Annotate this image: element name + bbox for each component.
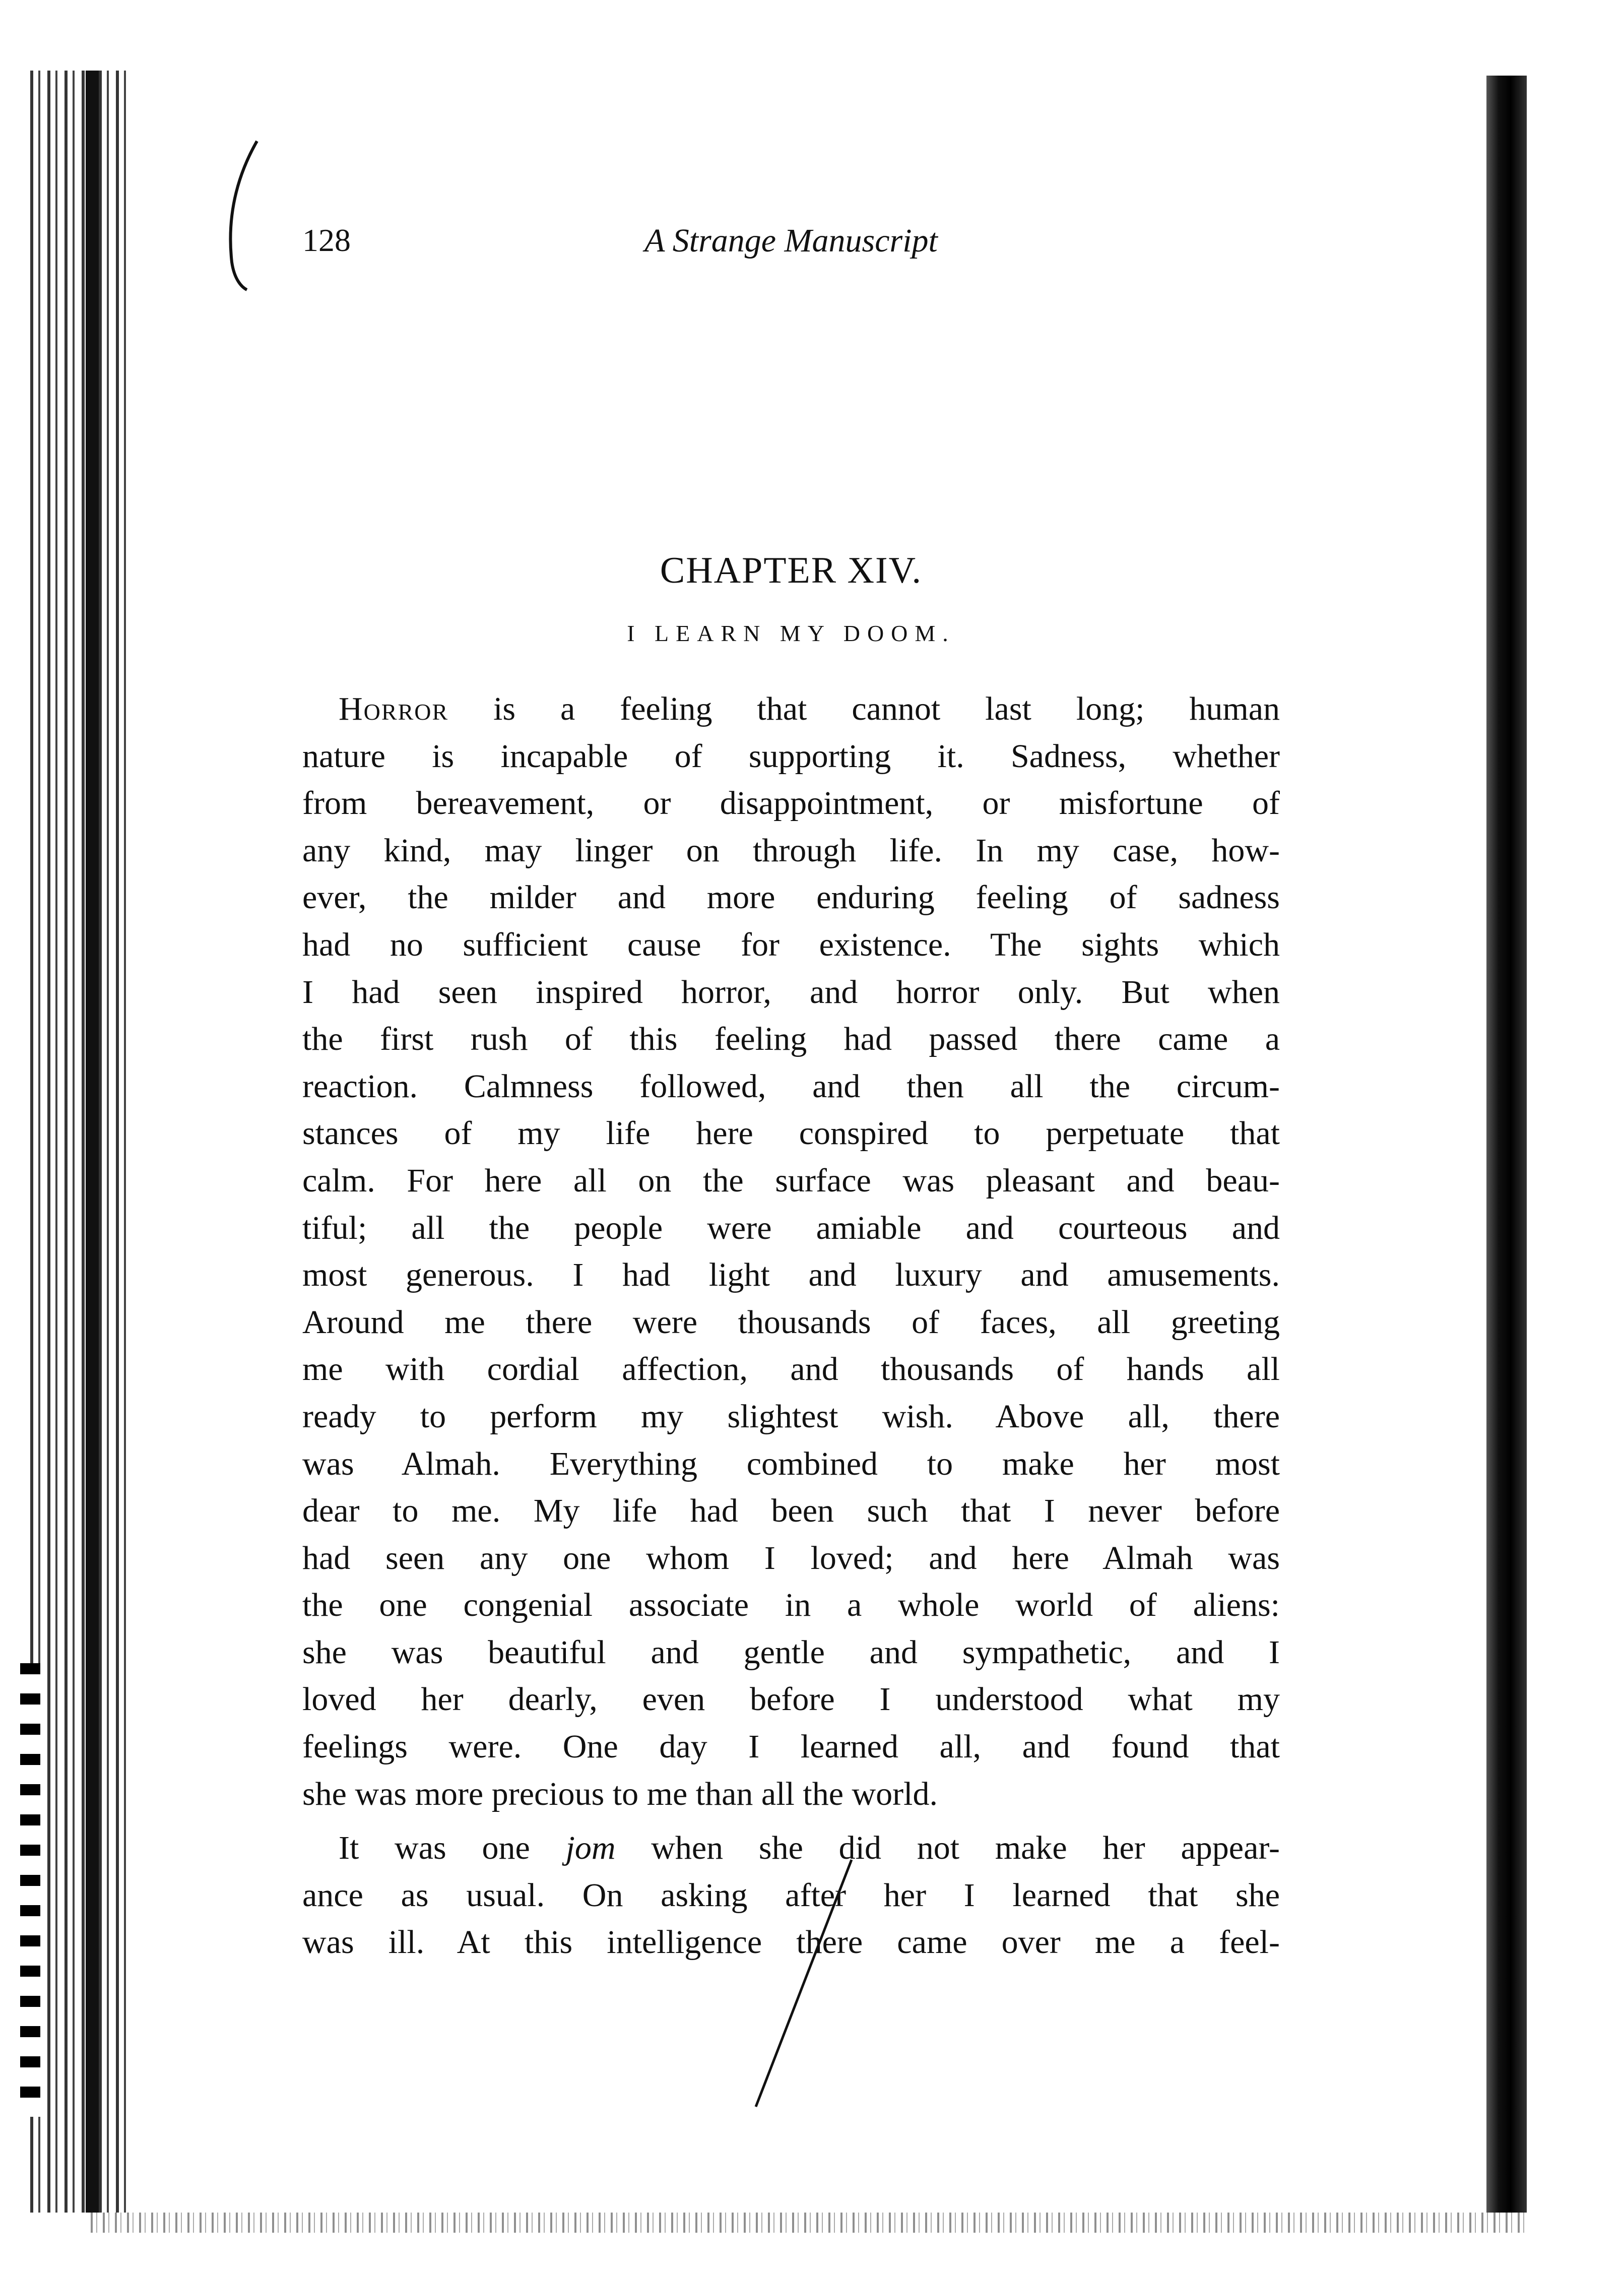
margin-tick-marks (20, 1663, 40, 2117)
text-line: the one congenial associate in a whole world of aliens: (302, 1587, 1280, 1624)
text-line: calm. For here all on the surface was pleasant and beau- (302, 1162, 1280, 1199)
text-line: feelings were. One day I learned all, and found that (302, 1728, 1280, 1766)
running-title: A Strange Manuscript (644, 222, 938, 259)
text-line: reaction. Calmness followed, and then all the circum- (302, 1067, 1280, 1105)
text-line: me with cordial affection, and thousands of hands all (302, 1351, 1280, 1388)
binding-shadow-left (30, 71, 131, 2213)
text-line: she was more precious to me than all the world. (302, 1775, 938, 1812)
text-line: was ill. At this intelligence there came over me a feel- (302, 1924, 1280, 1961)
text-line: loved her dearly, even before I understood what my (302, 1681, 1280, 1718)
text-line: the first rush of this feeling had passed there came a (302, 1021, 1280, 1058)
text-line (302, 1824, 1280, 1872)
paragraph-2 (302, 1824, 1280, 1966)
text-line: from bereavement, or disappointment, or misfortune of (302, 785, 1280, 822)
binding-shadow-right (1486, 76, 1527, 2213)
pen-bracket-mark (217, 136, 277, 297)
text-line-rest: is a feeling that cannot last long; human (448, 690, 1280, 727)
text-line: she was beautiful and gentle and sympathetic, and I (302, 1633, 1280, 1671)
text-line: was Almah. Everything combined to make her most (302, 1445, 1280, 1482)
text-line: nature is incapable of supporting it. Sadness, whether (302, 737, 1280, 775)
text-line: any kind, may linger on through life. In my case, how- (302, 832, 1280, 869)
text-line: stances of my life here conspired to perpetuate that (302, 1115, 1280, 1152)
lead-word: Horror (339, 690, 449, 727)
text-line: ever, the milder and more enduring feeling of sadness (302, 879, 1280, 916)
text-line: had seen any one whom I loved; and here Almah was (302, 1539, 1280, 1577)
chapter-title: CHAPTER XIV. (660, 550, 923, 591)
chapter-subtitle: I LEARN MY DOOM. (627, 620, 955, 646)
paragraph-1 (302, 685, 1280, 1817)
page-number: 128 (302, 222, 351, 258)
text-line (302, 685, 1280, 733)
text-line: Around me there were thousands of faces, all greeting (302, 1303, 1280, 1341)
text-line: ance as usual. On asking after her I learned that she (302, 1876, 1280, 1914)
text-line: most generous. I had light and luxury and amusements. (302, 1256, 1280, 1294)
text-line-start: It was one (339, 1830, 566, 1867)
page-bottom-edge (91, 2213, 1527, 2233)
text-line-end: when she did not make her appear- (615, 1830, 1280, 1867)
italic-word: jom (565, 1830, 616, 1867)
binding-edge-left (86, 71, 99, 2213)
text-line: tiful; all the people were amiable and courteous and (302, 1209, 1280, 1246)
body-text (302, 685, 1280, 1966)
text-line: ready to perform my slightest wish. Above all, there (302, 1398, 1280, 1435)
text-line: dear to me. My life had been such that I never before (302, 1492, 1280, 1530)
text-line: had no sufficient cause for existence. The sights which (302, 926, 1280, 963)
running-head (302, 222, 1280, 267)
text-line: I had seen inspired horror, and horror only. But when (302, 973, 1280, 1011)
